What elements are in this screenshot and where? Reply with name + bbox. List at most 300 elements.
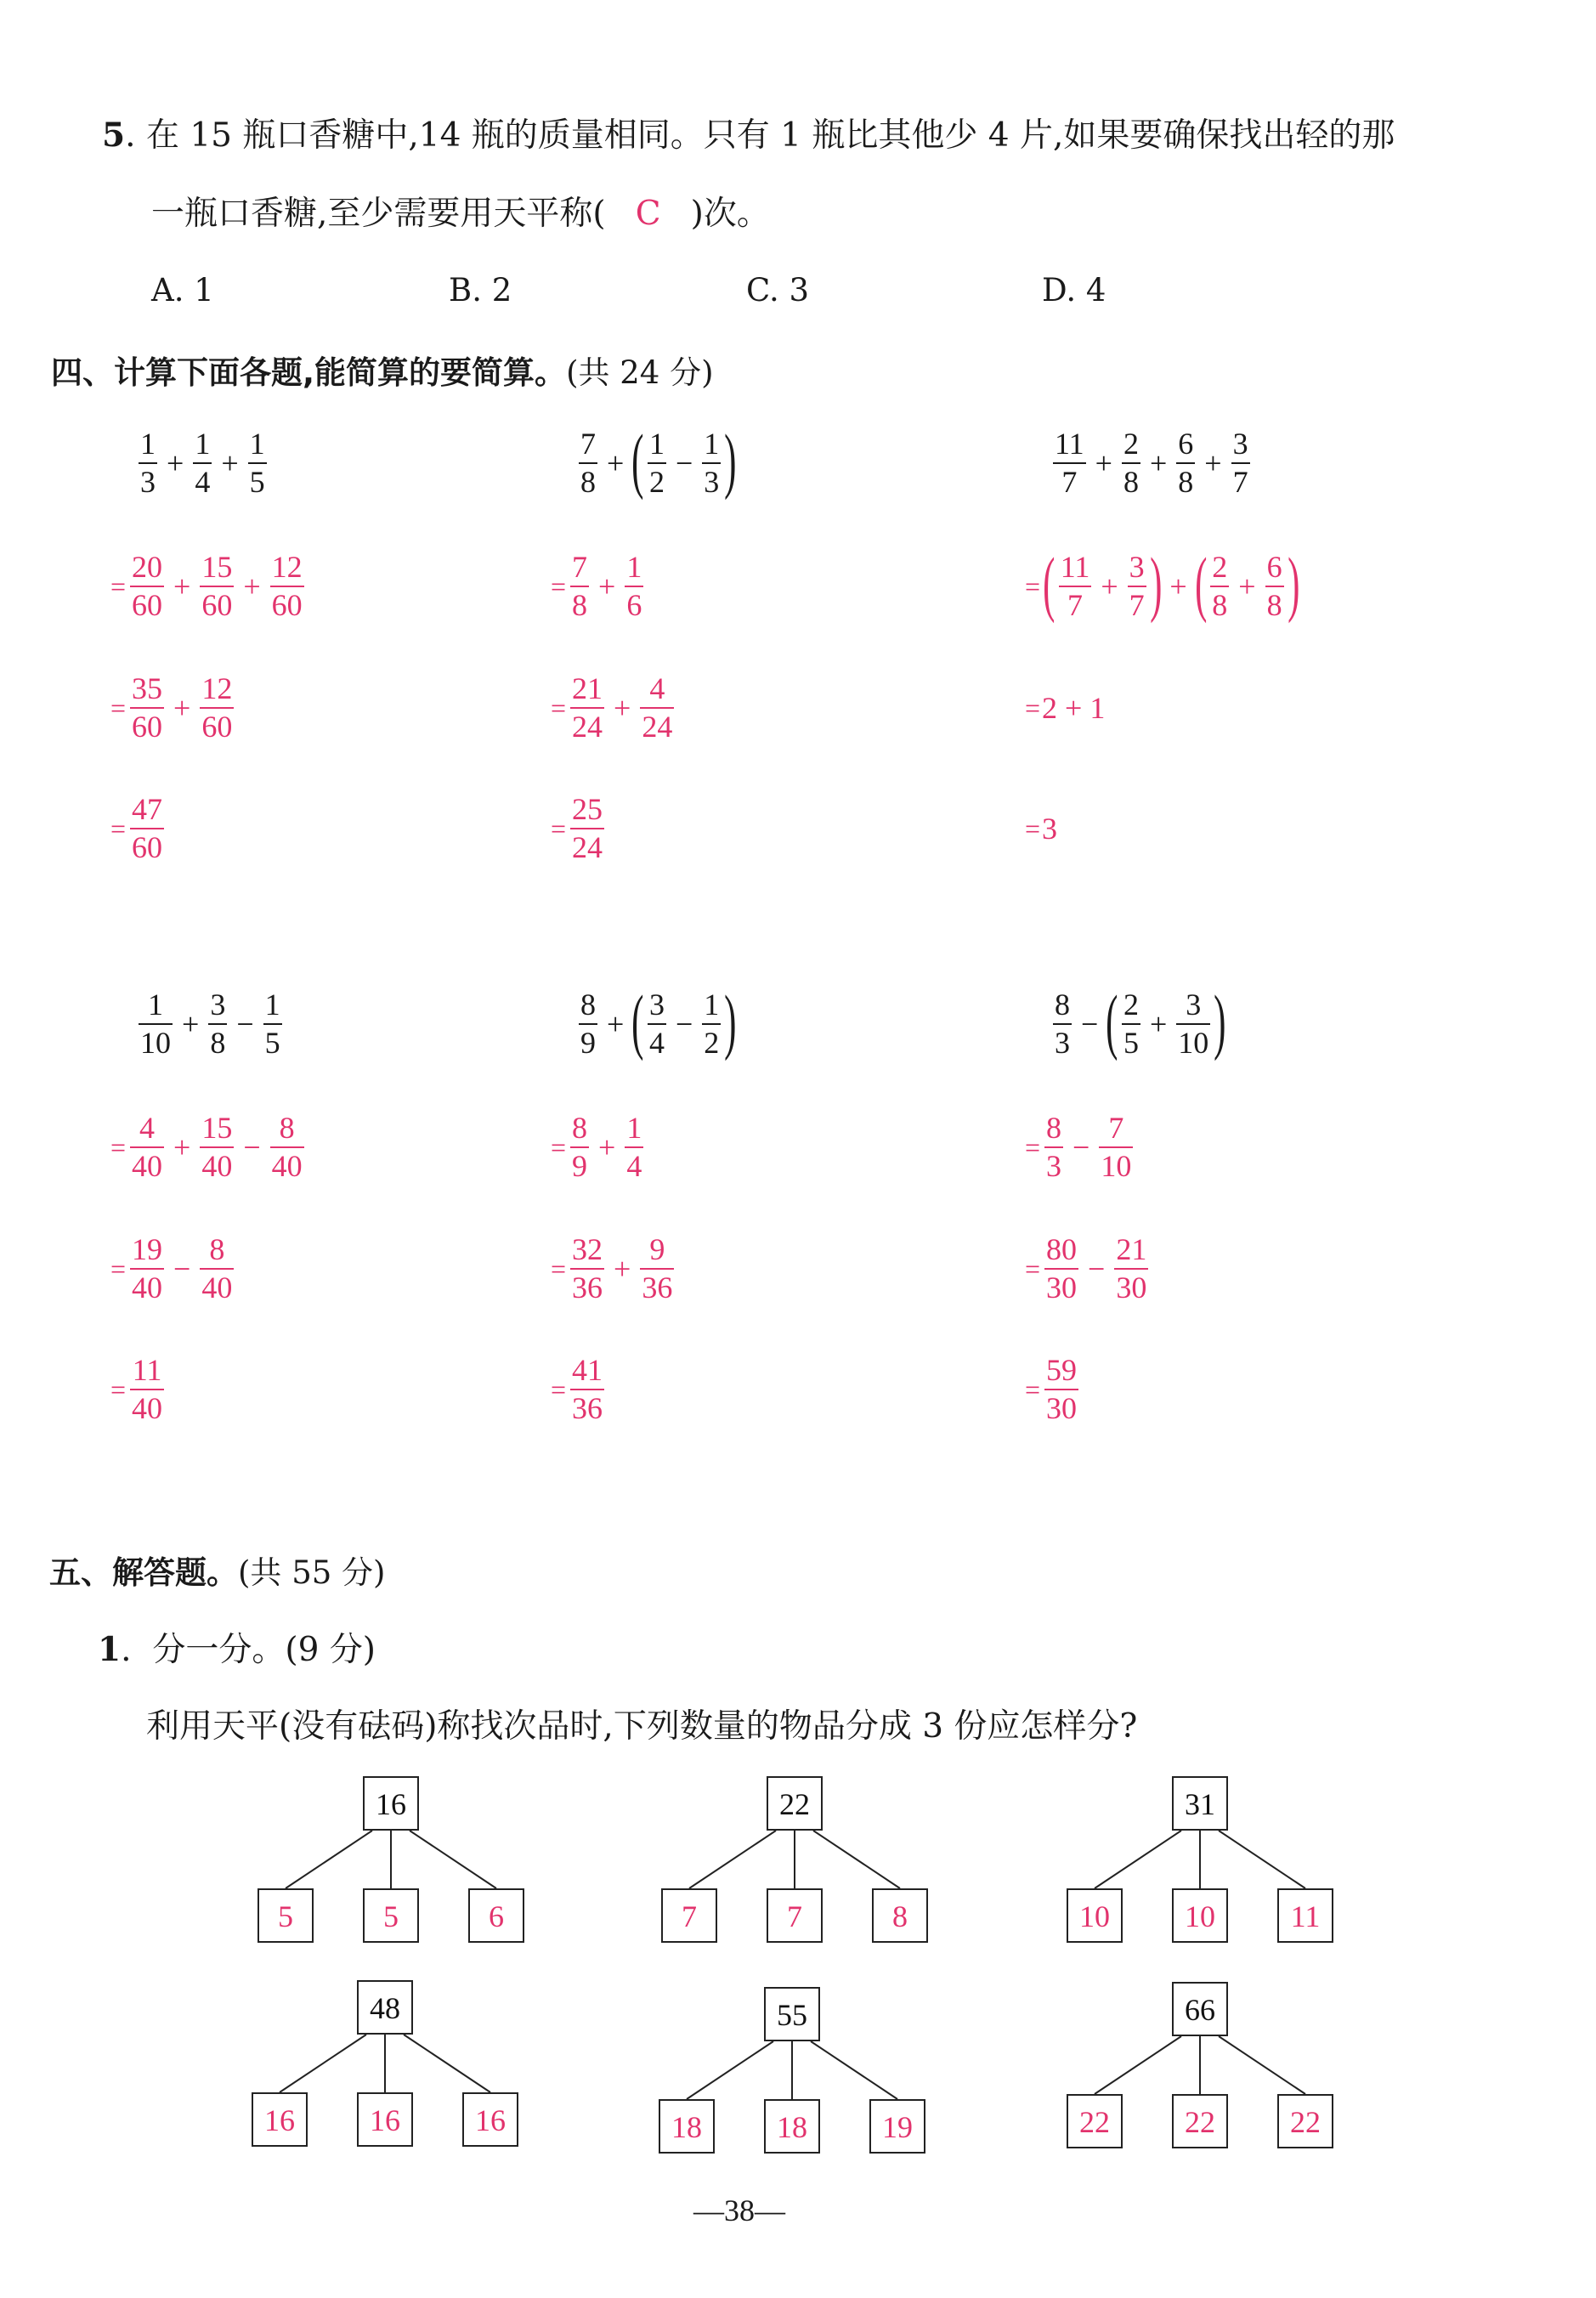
tree-part-box: 16 xyxy=(357,2092,413,2147)
fraction xyxy=(270,551,304,622)
numerator: 1 xyxy=(704,427,720,461)
parenthesis: ( xyxy=(631,419,644,501)
p6-question xyxy=(1050,980,1227,1062)
denominator: 4 xyxy=(626,1149,642,1183)
branch-line xyxy=(1219,2036,1305,2094)
fraction xyxy=(1128,551,1146,622)
fraction xyxy=(193,427,212,499)
fraction xyxy=(1122,988,1140,1060)
fraction-bar xyxy=(1059,586,1092,587)
branch-line xyxy=(1095,1831,1181,1888)
tree-part-box: 6 xyxy=(468,1888,524,1943)
numerator: 1 xyxy=(140,427,156,461)
operator: − xyxy=(1088,1252,1106,1286)
section5-points: (共 55 分) xyxy=(238,1554,386,1591)
fraction-bar xyxy=(1265,586,1284,587)
q5-text-line1: 在 15 瓶口香糖中,14 瓶的质量相同。只有 1 瓶比其他少 4 片,如果要确保找出轻的那 xyxy=(145,116,1395,155)
denominator: 8 xyxy=(580,465,596,499)
denominator: 7 xyxy=(1232,465,1248,499)
fraction xyxy=(1044,1112,1063,1183)
fraction xyxy=(1122,427,1140,499)
operator: − xyxy=(236,1007,254,1041)
parenthesis: ( xyxy=(1106,980,1118,1061)
q5-line1: 5. 在 15 瓶口香糖中,14 瓶的质量相同。只有 1 瓶比其他少 4 片,如果要确保找出轻的那 xyxy=(102,116,1395,155)
equals-sign: = xyxy=(110,1373,127,1405)
denominator: 30 xyxy=(1116,1271,1147,1305)
fraction xyxy=(1265,551,1284,622)
equals-sign: = xyxy=(110,1131,127,1163)
tree-48 xyxy=(249,1980,521,2150)
value: 3 xyxy=(1042,812,1058,846)
denominator: 4 xyxy=(195,465,211,499)
denominator: 2 xyxy=(648,465,665,499)
fraction-bar xyxy=(130,1268,164,1270)
numerator: 19 xyxy=(132,1232,163,1267)
fraction-bar xyxy=(1122,462,1140,464)
fraction xyxy=(570,551,589,622)
numerator: 11 xyxy=(1060,550,1090,585)
section5-q1-number: 1 xyxy=(98,1630,122,1669)
fraction-bar xyxy=(625,1146,643,1148)
numerator: 7 xyxy=(572,550,588,585)
p6-step1 xyxy=(1025,1109,1135,1186)
fraction xyxy=(640,672,674,744)
fraction xyxy=(1053,427,1086,499)
p5-step1 xyxy=(551,1109,646,1186)
fraction xyxy=(640,1233,674,1305)
denominator: 40 xyxy=(132,1149,163,1183)
denominator: 7 xyxy=(1061,465,1078,499)
tree-part-box: 11 xyxy=(1277,1888,1333,1943)
fraction xyxy=(130,551,164,622)
fraction-bar xyxy=(130,707,164,709)
fraction xyxy=(1210,551,1229,622)
fraction xyxy=(1044,1354,1078,1425)
equals-sign: = xyxy=(1025,570,1041,602)
fraction xyxy=(1176,988,1210,1060)
fraction-bar xyxy=(570,586,589,587)
tree-total-box: 16 xyxy=(363,1776,419,1831)
denominator: 40 xyxy=(271,1149,303,1183)
denominator: 3 xyxy=(704,465,720,499)
branch-line xyxy=(1219,1831,1305,1888)
parenthesis: ( xyxy=(1043,542,1056,624)
tree-part-box: 22 xyxy=(1277,2094,1333,2148)
tree-part-box: 22 xyxy=(1067,2094,1123,2148)
p5-step3 xyxy=(551,1351,607,1428)
operator: + xyxy=(1101,569,1118,603)
equals-sign: = xyxy=(110,692,127,723)
branch-line xyxy=(1095,2036,1181,2094)
numerator: 2 xyxy=(1123,988,1139,1022)
denominator: 60 xyxy=(132,588,163,622)
denominator: 4 xyxy=(648,1026,665,1060)
branch-line xyxy=(687,2041,773,2099)
denominator: 40 xyxy=(201,1149,233,1183)
fraction-bar xyxy=(139,462,157,464)
fraction-bar xyxy=(130,1146,164,1148)
p5-question xyxy=(576,980,738,1062)
operator: + xyxy=(598,569,616,603)
fraction xyxy=(702,427,721,499)
fraction-bar xyxy=(1053,462,1086,464)
tree-total-box: 31 xyxy=(1172,1776,1228,1831)
fraction-bar xyxy=(1044,1146,1063,1148)
denominator: 40 xyxy=(201,1271,233,1305)
denominator: 24 xyxy=(572,710,603,744)
tree-part-box: 16 xyxy=(252,2092,308,2147)
fraction xyxy=(130,1233,164,1305)
fraction-bar xyxy=(1210,586,1229,587)
denominator: 3 xyxy=(1046,1149,1062,1183)
section5-q1-desc: 利用天平(没有砝码)称找次品时,下列数量的物品分成 3 份应怎样分? xyxy=(146,1707,1138,1746)
numerator: 1 xyxy=(704,988,720,1022)
q5-option-b: B. 2 xyxy=(449,272,512,308)
numerator: 12 xyxy=(271,550,303,585)
denominator: 5 xyxy=(1123,1026,1139,1060)
fraction-bar xyxy=(130,828,164,829)
operator: + xyxy=(1149,1007,1168,1041)
operator: + xyxy=(221,446,239,480)
tree-total-box: 55 xyxy=(764,1987,820,2041)
equals-sign: = xyxy=(1025,812,1041,844)
denominator: 36 xyxy=(642,1271,673,1305)
operator: − xyxy=(675,1007,693,1041)
tree-part-box: 18 xyxy=(764,2099,820,2154)
numerator: 6 xyxy=(1266,550,1282,585)
denominator: 8 xyxy=(572,588,588,622)
denominator: 40 xyxy=(132,1271,163,1305)
fraction-bar xyxy=(1231,462,1250,464)
fraction-bar xyxy=(579,1023,597,1025)
p1-step1 xyxy=(110,548,307,625)
fraction-bar xyxy=(625,586,643,587)
p2-step3 xyxy=(551,790,607,867)
equals-sign: = xyxy=(1025,1373,1041,1405)
parenthesis: ) xyxy=(724,419,737,501)
operator: + xyxy=(607,1007,625,1041)
fraction-bar xyxy=(200,1268,234,1270)
p3-step3 xyxy=(1025,790,1057,867)
fraction-bar xyxy=(1044,1389,1078,1390)
p2-question xyxy=(576,419,738,501)
section5-heading xyxy=(49,1547,385,1593)
numerator: 21 xyxy=(1116,1232,1147,1267)
numerator: 11 xyxy=(1055,427,1084,461)
fraction xyxy=(139,988,173,1060)
fraction xyxy=(1044,1233,1078,1305)
denominator: 8 xyxy=(1266,588,1282,622)
q5-option-c: C. 3 xyxy=(746,272,810,308)
fraction-bar xyxy=(270,586,304,587)
denominator: 30 xyxy=(1046,1391,1078,1425)
equals-sign: = xyxy=(110,1253,127,1284)
section4-heading xyxy=(51,347,714,393)
fraction xyxy=(263,988,282,1060)
fraction xyxy=(1114,1233,1148,1305)
fraction xyxy=(648,427,666,499)
section5-title: 五、解答题。 xyxy=(49,1554,238,1591)
fraction xyxy=(1176,427,1195,499)
fraction-bar xyxy=(640,707,674,709)
numerator: 9 xyxy=(649,1232,665,1267)
fraction xyxy=(579,427,597,499)
fraction xyxy=(702,988,721,1060)
fraction xyxy=(130,672,164,744)
tree-part-box: 8 xyxy=(872,1888,928,1943)
parenthesis: ) xyxy=(1287,542,1300,624)
equals-sign: = xyxy=(1025,692,1041,723)
p5-step2 xyxy=(551,1231,676,1307)
fraction xyxy=(1231,427,1250,499)
p1-question xyxy=(136,425,269,501)
numerator: 8 xyxy=(572,1111,588,1146)
tree-part-box: 16 xyxy=(462,2092,518,2147)
fraction xyxy=(579,988,597,1060)
parenthesis: ( xyxy=(1194,542,1208,624)
fraction xyxy=(270,1112,304,1183)
numerator: 21 xyxy=(572,671,603,706)
operator: + xyxy=(1169,569,1187,603)
numerator: 47 xyxy=(132,792,163,827)
denominator: 6 xyxy=(626,588,642,622)
denominator: 7 xyxy=(1129,588,1145,622)
fraction-bar xyxy=(248,462,267,464)
denominator: 8 xyxy=(210,1026,226,1060)
operator: + xyxy=(173,1130,191,1164)
numerator: 1 xyxy=(626,1111,642,1146)
operator: − xyxy=(173,1252,191,1286)
equals-sign: = xyxy=(551,1253,567,1284)
equals-sign: = xyxy=(551,1373,567,1405)
fraction xyxy=(1053,988,1072,1060)
denominator: 10 xyxy=(140,1026,171,1060)
fraction-bar xyxy=(1099,1146,1133,1148)
equals-sign: = xyxy=(1025,1253,1041,1284)
numerator: 4 xyxy=(649,671,665,706)
p3-step2 xyxy=(1025,670,1105,746)
denominator: 60 xyxy=(271,588,303,622)
fraction xyxy=(570,672,604,744)
tree-part-box: 5 xyxy=(363,1888,419,1943)
numerator: 3 xyxy=(1186,988,1202,1022)
numerator: 4 xyxy=(139,1111,156,1146)
numerator: 41 xyxy=(572,1353,603,1388)
numerator: 15 xyxy=(201,1111,233,1146)
denominator: 36 xyxy=(572,1391,603,1425)
parenthesis: ( xyxy=(631,980,644,1061)
denominator: 24 xyxy=(572,830,603,864)
p3-step1 xyxy=(1025,542,1300,625)
fraction xyxy=(625,1112,643,1183)
p1-step2 xyxy=(110,670,236,746)
denominator: 9 xyxy=(572,1149,588,1183)
denominator: 60 xyxy=(201,588,233,622)
fraction xyxy=(130,793,164,864)
numerator: 1 xyxy=(148,988,163,1022)
operator: + xyxy=(173,569,191,603)
q5-answer: C xyxy=(635,195,661,233)
fraction xyxy=(570,1354,604,1425)
operator: + xyxy=(1149,446,1168,480)
fraction-bar xyxy=(193,462,212,464)
fraction xyxy=(208,988,227,1060)
numerator: 20 xyxy=(132,550,163,585)
equals-sign: = xyxy=(551,1131,567,1163)
numerator: 11 xyxy=(132,1353,162,1388)
fraction xyxy=(200,551,234,622)
fraction-bar xyxy=(570,1389,604,1390)
operator: − xyxy=(243,1130,261,1164)
numerator: 32 xyxy=(572,1232,603,1267)
fraction-bar xyxy=(270,1146,304,1148)
branch-line xyxy=(410,1831,496,1888)
fraction xyxy=(1099,1112,1133,1183)
fraction xyxy=(570,1233,604,1305)
fraction-bar xyxy=(1044,1268,1078,1270)
numerator: 1 xyxy=(249,427,265,461)
parenthesis: ) xyxy=(1149,542,1163,624)
numerator: 1 xyxy=(626,550,642,585)
fraction xyxy=(200,1112,234,1183)
fraction-bar xyxy=(570,828,604,829)
q5-line2 xyxy=(151,195,770,233)
numerator: 3 xyxy=(1232,427,1248,461)
numerator: 15 xyxy=(201,550,233,585)
fraction-bar xyxy=(200,1146,234,1148)
operator: + xyxy=(1204,446,1222,480)
branch-line xyxy=(813,1831,900,1888)
tree-22 xyxy=(659,1776,931,1946)
numerator: 3 xyxy=(648,988,665,1022)
fraction-bar xyxy=(263,1023,282,1025)
fraction-bar xyxy=(570,1268,604,1270)
operator: + xyxy=(173,691,191,725)
fraction-bar xyxy=(1176,1023,1210,1025)
denominator: 60 xyxy=(132,830,163,864)
p3-question xyxy=(1050,425,1253,501)
section5-q1-points: (9 分) xyxy=(285,1631,376,1669)
operator: + xyxy=(614,1252,631,1286)
fraction-bar xyxy=(139,1023,173,1025)
denominator: 2 xyxy=(704,1026,720,1060)
fraction-bar xyxy=(570,707,604,709)
denominator: 40 xyxy=(132,1391,163,1425)
denominator: 10 xyxy=(1101,1149,1132,1183)
fraction-bar xyxy=(648,1023,666,1025)
equals-sign: = xyxy=(1025,1131,1041,1163)
numerator: 3 xyxy=(1129,550,1145,585)
tree-part-box: 7 xyxy=(767,1888,823,1943)
denominator: 7 xyxy=(1067,588,1084,622)
fraction xyxy=(248,427,267,499)
numerator: 8 xyxy=(1046,1111,1062,1146)
fraction xyxy=(200,672,234,744)
denominator: 10 xyxy=(1178,1026,1209,1060)
numerator: 80 xyxy=(1046,1232,1078,1267)
tree-part-box: 19 xyxy=(869,2099,925,2154)
tree-part-box: 7 xyxy=(661,1888,717,1943)
numerator: 2 xyxy=(1212,550,1228,585)
numerator: 35 xyxy=(132,671,163,706)
numerator: 7 xyxy=(1108,1111,1124,1146)
equals-sign: = xyxy=(551,692,567,723)
denominator: 24 xyxy=(642,710,673,744)
p4-step2 xyxy=(110,1231,236,1307)
operator: + xyxy=(607,446,625,480)
denominator: 3 xyxy=(140,465,156,499)
denominator: 60 xyxy=(201,710,233,744)
fraction-bar xyxy=(702,1023,721,1025)
fraction xyxy=(570,1112,589,1183)
operator: + xyxy=(1238,569,1256,603)
fraction xyxy=(625,551,643,622)
parenthesis: ) xyxy=(724,980,737,1061)
fraction-bar xyxy=(208,1023,227,1025)
p4-question xyxy=(136,986,285,1062)
p6-step3 xyxy=(1025,1351,1081,1428)
fraction-bar xyxy=(640,1268,674,1270)
p1-step3 xyxy=(110,790,167,867)
tree-total-box: 22 xyxy=(767,1776,823,1831)
numerator: 3 xyxy=(210,988,226,1022)
numerator: 1 xyxy=(264,988,280,1022)
numerator: 8 xyxy=(279,1111,295,1146)
denominator: 5 xyxy=(249,465,265,499)
tree-31 xyxy=(1064,1776,1336,1946)
denominator: 8 xyxy=(1123,465,1139,499)
numerator: 59 xyxy=(1046,1353,1078,1388)
fraction-bar xyxy=(200,707,234,709)
denominator: 9 xyxy=(580,1026,596,1060)
p6-step2 xyxy=(1025,1231,1151,1307)
equals-sign: = xyxy=(551,812,567,844)
tree-55 xyxy=(656,1987,928,2157)
numerator: 1 xyxy=(195,427,211,461)
tree-part-box: 5 xyxy=(258,1888,314,1943)
fraction-bar xyxy=(130,1389,164,1390)
numerator: 2 xyxy=(1123,427,1139,461)
operator: + xyxy=(243,569,261,603)
branch-line xyxy=(286,1831,372,1888)
denominator: 30 xyxy=(1046,1271,1078,1305)
q5-option-a: A. 1 xyxy=(151,272,214,308)
operator: − xyxy=(1081,1007,1099,1041)
denominator: 3 xyxy=(1055,1026,1070,1060)
fraction-bar xyxy=(579,462,597,464)
operator: + xyxy=(614,691,631,725)
fraction xyxy=(200,1233,234,1305)
denominator: 60 xyxy=(132,710,163,744)
operator: + xyxy=(167,446,184,480)
q5-option-d: D. 4 xyxy=(1042,272,1106,308)
branch-line xyxy=(811,2041,897,2099)
branch-line xyxy=(689,1831,776,1888)
q5-number: 5 xyxy=(102,116,126,155)
numerator: 1 xyxy=(648,427,665,461)
numerator: 6 xyxy=(1178,427,1194,461)
branch-line xyxy=(280,2035,366,2092)
parenthesis: ) xyxy=(1214,980,1226,1061)
tree-part-box: 10 xyxy=(1067,1888,1123,1943)
fraction xyxy=(570,793,604,864)
section4-title: 四、计算下面各题,能简算的要简算。 xyxy=(51,354,567,391)
section5-q1-title: 分一分。 xyxy=(152,1631,286,1669)
fraction-bar xyxy=(1053,1023,1072,1025)
numerator: 8 xyxy=(580,988,596,1022)
p4-step1 xyxy=(110,1109,307,1186)
numerator: 8 xyxy=(1055,988,1070,1022)
